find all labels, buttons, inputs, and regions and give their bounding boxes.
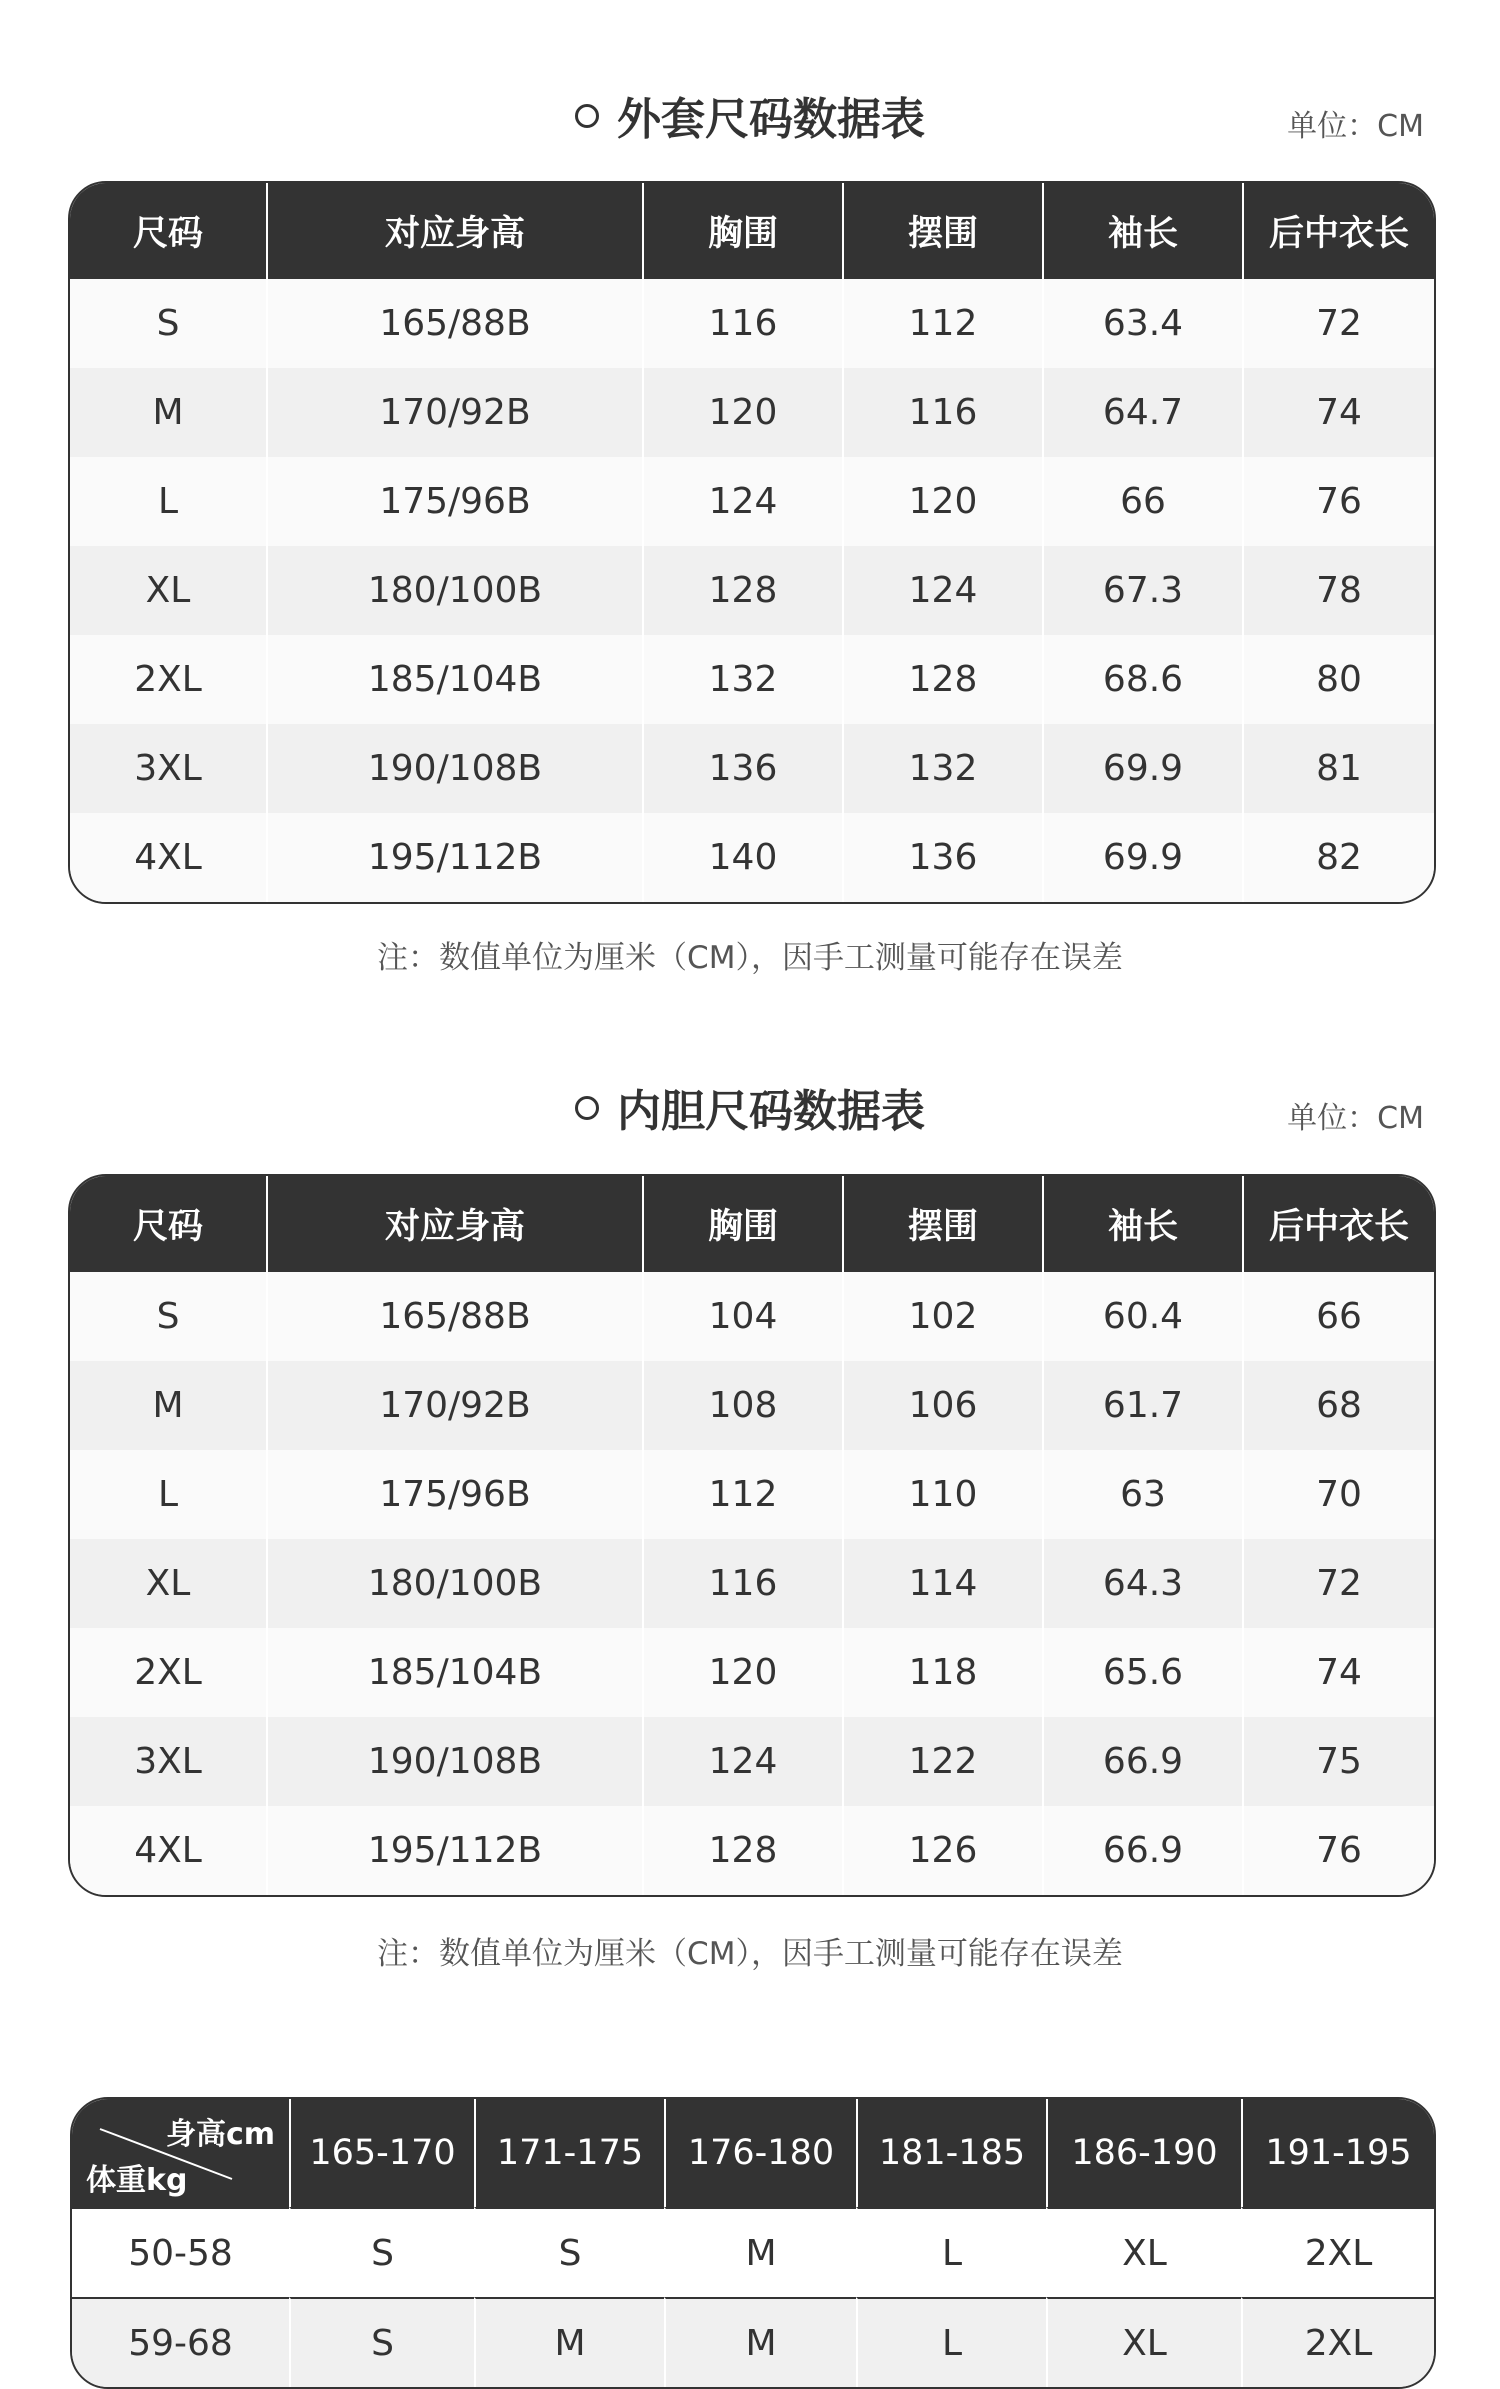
table-cell: 63	[1042, 1450, 1242, 1539]
size-cell: 2XL	[1241, 2297, 1434, 2387]
table-cell: 170/92B	[266, 1361, 642, 1450]
height-range-header: 171-175	[474, 2099, 664, 2207]
table-cell: 74	[1242, 368, 1434, 457]
table-cell: 78	[1242, 546, 1434, 635]
table-cell: 114	[842, 1539, 1042, 1628]
table-row	[70, 368, 1434, 457]
table-cell: 69.9	[1042, 724, 1242, 813]
table-cell: 70	[1242, 1450, 1434, 1539]
table-cell: 76	[1242, 1806, 1434, 1895]
table-cell: 112	[842, 279, 1042, 368]
table-cell: 110	[842, 1450, 1042, 1539]
table-cell: 195/112B	[266, 813, 642, 902]
weight-range-cell: 59-68	[72, 2297, 289, 2387]
liner-note: 注：数值单位为厘米（CM），因手工测量可能存在误差	[377, 1936, 1123, 1972]
table-cell: 82	[1242, 813, 1434, 902]
table-cell: 75	[1242, 1717, 1434, 1806]
coat-note: 注：数值单位为厘米（CM），因手工测量可能存在误差	[377, 940, 1123, 976]
table-cell: 136	[642, 724, 842, 813]
size-cell: XL	[1046, 2207, 1241, 2297]
table-cell: 132	[842, 724, 1042, 813]
table-cell: 64.3	[1042, 1539, 1242, 1628]
table-cell: 104	[642, 1272, 842, 1361]
table-cell: 64.7	[1042, 368, 1242, 457]
liner-title	[0, 1080, 1500, 1140]
table-cell: M	[70, 1361, 266, 1450]
table-row	[70, 1806, 1434, 1895]
table-cell: XL	[70, 1539, 266, 1628]
table-row	[70, 1628, 1434, 1717]
corner-height-label: 身高cm	[165, 2117, 275, 2152]
weight-range-cell: 50-58	[72, 2207, 289, 2297]
table-cell: 2XL	[70, 1628, 266, 1717]
table-cell: 116	[842, 368, 1042, 457]
table-cell: 185/104B	[266, 1628, 642, 1717]
table-cell: 120	[642, 368, 842, 457]
table-cell: 106	[842, 1361, 1042, 1450]
circle-bullet-icon	[575, 104, 599, 128]
coat-title	[0, 88, 1500, 148]
table-cell: 124	[842, 546, 1042, 635]
table-cell: 116	[642, 1539, 842, 1628]
liner-title-text: 内胆尺码数据表	[617, 1086, 925, 1137]
column-header: 袖长	[1042, 1176, 1242, 1272]
liner-size-table	[68, 1174, 1436, 1897]
column-header: 胸围	[642, 1176, 842, 1272]
table-row	[70, 1272, 1434, 1361]
table-cell: 72	[1242, 279, 1434, 368]
column-header: 后中衣长	[1242, 1176, 1434, 1272]
table-row	[70, 1539, 1434, 1628]
table-row	[70, 457, 1434, 546]
table-cell: 65.6	[1042, 1628, 1242, 1717]
table-cell: 67.3	[1042, 546, 1242, 635]
table-cell: 108	[642, 1361, 842, 1450]
circle-bullet-icon	[575, 1096, 599, 1120]
table-row	[70, 724, 1434, 813]
table-cell: 68.6	[1042, 635, 1242, 724]
table-cell: 68	[1242, 1361, 1434, 1450]
table-cell: 69.9	[1042, 813, 1242, 902]
size-cell: L	[856, 2297, 1046, 2387]
table-cell: 80	[1242, 635, 1434, 724]
size-cell: S	[289, 2207, 474, 2297]
table-cell: 120	[842, 457, 1042, 546]
table-cell: 170/92B	[266, 368, 642, 457]
size-recommendation-table	[70, 2097, 1436, 2389]
table-cell: 66	[1042, 457, 1242, 546]
column-header: 袖长	[1042, 183, 1242, 279]
table-cell: 4XL	[70, 1806, 266, 1895]
column-header: 对应身高	[266, 183, 642, 279]
table-cell: 165/88B	[266, 279, 642, 368]
matrix-corner-cell	[72, 2099, 289, 2207]
table-header-row	[70, 1176, 1434, 1272]
column-header: 尺码	[70, 1176, 266, 1272]
table-cell: 190/108B	[266, 1717, 642, 1806]
table-cell: 66	[1242, 1272, 1434, 1361]
height-range-header: 181-185	[856, 2099, 1046, 2207]
table-cell: 66.9	[1042, 1806, 1242, 1895]
column-header: 胸围	[642, 183, 842, 279]
table-cell: L	[70, 457, 266, 546]
table-cell: 3XL	[70, 1717, 266, 1806]
table-cell: 124	[642, 457, 842, 546]
table-cell: 128	[842, 635, 1042, 724]
table-cell: 175/96B	[266, 457, 642, 546]
table-cell: 195/112B	[266, 1806, 642, 1895]
table-cell: 112	[642, 1450, 842, 1539]
size-cell: M	[474, 2297, 664, 2387]
table-row	[72, 2207, 1434, 2297]
size-cell: S	[289, 2297, 474, 2387]
table-cell: 61.7	[1042, 1361, 1242, 1450]
table-cell: 165/88B	[266, 1272, 642, 1361]
table-cell: S	[70, 1272, 266, 1361]
table-cell: 120	[642, 1628, 842, 1717]
column-header: 后中衣长	[1242, 183, 1434, 279]
table-cell: 124	[642, 1717, 842, 1806]
coat-title-text: 外套尺码数据表	[617, 94, 925, 145]
size-cell: S	[474, 2207, 664, 2297]
table-cell: 128	[642, 1806, 842, 1895]
height-range-header: 191-195	[1241, 2099, 1434, 2207]
size-cell: M	[664, 2207, 856, 2297]
table-cell: 175/96B	[266, 1450, 642, 1539]
table-cell: 132	[642, 635, 842, 724]
height-range-header: 186-190	[1046, 2099, 1241, 2207]
table-row	[70, 1450, 1434, 1539]
height-range-header: 176-180	[664, 2099, 856, 2207]
table-cell: 60.4	[1042, 1272, 1242, 1361]
table-cell: 2XL	[70, 635, 266, 724]
liner-unit: 单位：CM	[1287, 1101, 1424, 1136]
corner-weight-label: 体重kg	[86, 2163, 188, 2198]
table-cell: S	[70, 279, 266, 368]
table-cell: 180/100B	[266, 546, 642, 635]
table-cell: 190/108B	[266, 724, 642, 813]
column-header: 对应身高	[266, 1176, 642, 1272]
table-cell: XL	[70, 546, 266, 635]
column-header: 摆围	[842, 183, 1042, 279]
table-cell: 136	[842, 813, 1042, 902]
table-row	[70, 279, 1434, 368]
table-row	[72, 2297, 1434, 2387]
table-cell: L	[70, 1450, 266, 1539]
table-row	[70, 813, 1434, 902]
table-cell: 4XL	[70, 813, 266, 902]
table-cell: 63.4	[1042, 279, 1242, 368]
table-cell: 74	[1242, 1628, 1434, 1717]
table-cell: 126	[842, 1806, 1042, 1895]
table-cell: 76	[1242, 457, 1434, 546]
coat-unit: 单位：CM	[1287, 109, 1424, 144]
table-row	[70, 635, 1434, 724]
table-cell: 72	[1242, 1539, 1434, 1628]
table-cell: 116	[642, 279, 842, 368]
size-cell: 2XL	[1241, 2207, 1434, 2297]
table-row	[70, 1717, 1434, 1806]
size-cell: XL	[1046, 2297, 1241, 2387]
table-cell: 118	[842, 1628, 1042, 1717]
table-cell: 122	[842, 1717, 1042, 1806]
column-header: 摆围	[842, 1176, 1042, 1272]
table-row	[70, 546, 1434, 635]
table-cell: M	[70, 368, 266, 457]
table-cell: 140	[642, 813, 842, 902]
height-range-header: 165-170	[289, 2099, 474, 2207]
table-header-row	[70, 183, 1434, 279]
table-cell: 128	[642, 546, 842, 635]
table-cell: 185/104B	[266, 635, 642, 724]
size-cell: L	[856, 2207, 1046, 2297]
table-cell: 66.9	[1042, 1717, 1242, 1806]
table-cell: 180/100B	[266, 1539, 642, 1628]
table-cell: 3XL	[70, 724, 266, 813]
coat-size-table	[68, 181, 1436, 904]
size-cell: M	[664, 2297, 856, 2387]
table-cell: 81	[1242, 724, 1434, 813]
table-cell: 102	[842, 1272, 1042, 1361]
column-header: 尺码	[70, 183, 266, 279]
table-row	[70, 1361, 1434, 1450]
matrix-header-row	[72, 2099, 1434, 2207]
